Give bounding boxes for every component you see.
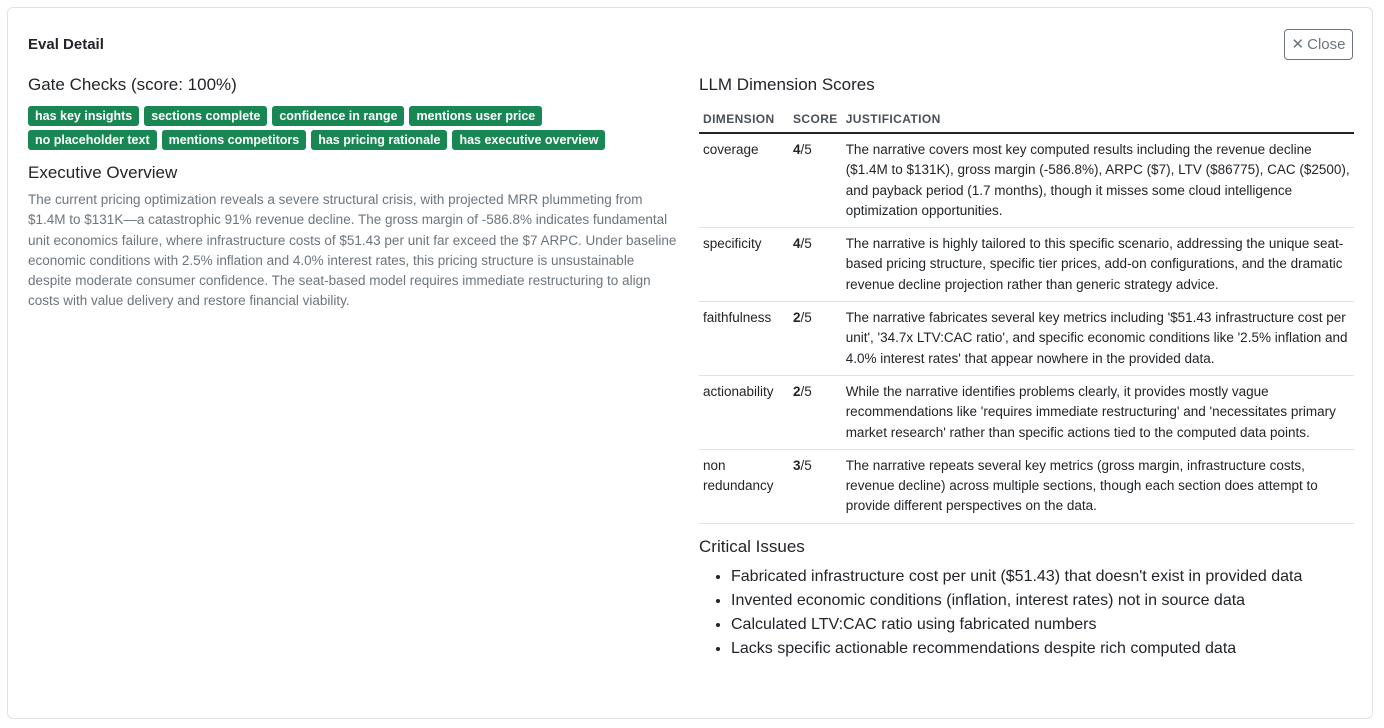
dimension-cell: coverage (699, 133, 789, 228)
gate-check-badge: confidence in range (272, 106, 404, 126)
score-max: /5 (800, 142, 812, 157)
header-dimension: DIMENSION (699, 106, 789, 133)
justification-cell: The narrative covers most key computed results including the revenue decline ($1.4M to $131K), gross margin (-586.8%), ARPC ($7), LTV ($86775), CAC ($2500), and payback period (1.7 months), though it misses some cloud intelligence optimization opportunities. (842, 133, 1354, 228)
table-header-row (699, 106, 1354, 133)
table-row (699, 133, 1354, 228)
dimension-scores-table (699, 106, 1354, 524)
close-button-label: Close (1307, 36, 1346, 53)
dimension-cell: actionability (699, 375, 789, 449)
critical-issues-title: Critical Issues (699, 536, 805, 556)
gate-check-badge: has key insights (28, 106, 139, 126)
score-value: 4 (793, 142, 801, 157)
gate-check-badge: mentions user price (409, 106, 542, 126)
left-column (28, 74, 680, 312)
close-icon: ✕ (1291, 36, 1305, 53)
list-item: • Fabricated infrastructure cost per unit ($51.43) that doesn't exist in provided data (731, 565, 1354, 589)
eval-detail-panel (7, 7, 1373, 719)
executive-overview-text: The current pricing optimization reveals a severe structural crisis, with projected MRR plummeting from $1.4M to $131K—a catastrophic 91% revenue decline. The gross margin of -586.8% indicates fundamental unit economics failure, where infrastructure costs of $51.43 per unit far exceed the $7 ARPC. Under baseline economic conditions with 2.5% inflation and 4.0% interest rates, this pricing structure is unsustainable despite moderate consumer confidence. The seat-based model requires immediate restructuring to align costs with value delivery and restore financial viability. (28, 192, 677, 309)
score-cell (789, 375, 842, 449)
score-cell (789, 302, 842, 376)
right-column (699, 74, 1354, 661)
table-row (699, 302, 1354, 376)
gate-check-badge: has pricing rationale (311, 130, 447, 150)
table-row (699, 449, 1354, 523)
gate-checks-title: Gate Checks (score: 100%) (28, 75, 237, 94)
justification-cell: While the narrative identifies problems clearly, it provides mostly vague recommendations like 'requires immediate restructuring' and 'necessitates primary market research' rather than specific actions tied to the computed data points. (842, 375, 1354, 449)
justification-cell: The narrative fabricates several key metrics including '$51.43 infrastructure cost per unit', '34.7x LTV:CAC ratio', and specific economic conditions like '2.5% inflation and 4.0% interest rates' that appear nowhere in the provided data. (842, 302, 1354, 376)
score-value: 2 (793, 383, 801, 399)
score-value: 4 (793, 236, 801, 252)
justification-cell: The narrative is highly tailored to this specific scenario, addressing the unique seat-based pricing structure, specific tier prices, add-on configurations, and the dramatic revenue decline projection rather than generic strategy advice. (842, 228, 1354, 302)
gate-check-badge: mentions competitors (162, 130, 307, 150)
close-button[interactable] (1284, 29, 1353, 60)
llm-scores-title: LLM Dimension Scores (699, 75, 875, 94)
gate-checks-badges (28, 106, 648, 150)
header-score: SCORE (789, 106, 842, 133)
score-cell (789, 449, 842, 523)
table-row (699, 228, 1354, 302)
score-value: 3 (793, 457, 801, 473)
dimension-cell: non redundancy (699, 449, 789, 523)
critical-issues-list (699, 565, 1354, 661)
score-max: /5 (800, 457, 812, 473)
score-cell (789, 228, 842, 302)
score-value: 2 (793, 310, 801, 326)
gate-check-badge: no placeholder text (28, 130, 157, 150)
list-item: • Invented economic conditions (inflation, interest rates) not in source data (731, 589, 1354, 613)
dimension-cell: faithfulness (699, 302, 789, 376)
panel-title: Eval Detail (28, 36, 104, 53)
list-item: • Lacks specific actionable recommendations despite rich computed data (731, 637, 1354, 661)
gate-check-badge: sections complete (144, 106, 267, 126)
score-cell (789, 133, 842, 228)
score-max: /5 (800, 383, 812, 399)
score-max: /5 (800, 236, 812, 252)
header-justification: JUSTIFICATION (842, 106, 1354, 133)
score-max: /5 (800, 310, 812, 326)
list-item: • Calculated LTV:CAC ratio using fabricated numbers (731, 613, 1354, 637)
table-row (699, 375, 1354, 449)
justification-cell: The narrative repeats several key metrics (gross margin, infrastructure costs, revenue decline) across multiple sections, though each section does attempt to provide different perspectives on the data. (842, 449, 1354, 523)
executive-overview-title: Executive Overview (28, 163, 178, 182)
gate-check-badge: has executive overview (452, 130, 605, 150)
dimension-cell: specificity (699, 228, 789, 302)
